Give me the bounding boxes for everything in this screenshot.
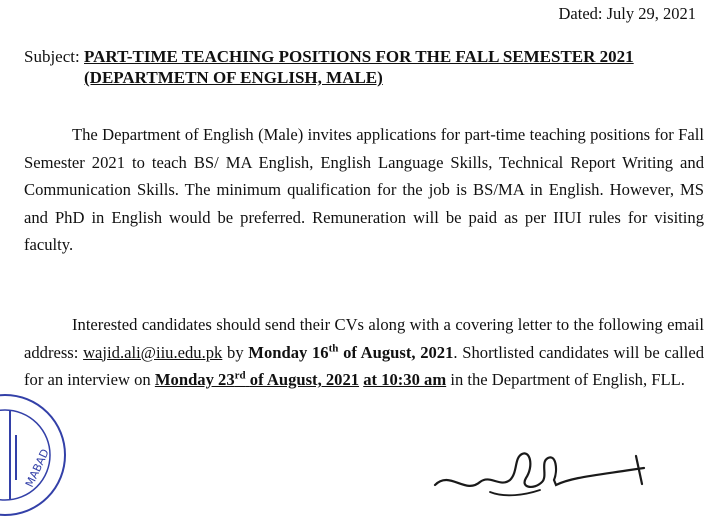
interview-date: Monday 23rd of August, 2021: [154, 369, 360, 389]
signature: [430, 440, 660, 500]
paragraph-application: Interested candidates should send their CVs along with a covering letter to the following email address: wajid.ali@iiu.edu.pk by Monday 16th of August, 2021. Shortlisted candidates will be called for an interview on Monday 23rd of August, 2021 at 10:30 am in the Department of English, FLL.: [24, 315, 705, 389]
shortlist-text: Shortlisted candidates will be called for an interview on: [24, 342, 705, 389]
application-intro: Interested candidates should send their CVs along with a covering letter to the following email address:: [24, 315, 704, 362]
official-stamp: [0, 380, 70, 530]
date-line: Dated: July 29, 2021: [558, 4, 696, 23]
invitation-text: The Department of English (Male) invites applications for part-time teaching positions for Fall Semester 2021 to teach BS/ MA English, English Language Skills, Technical Report Writing and Communication Skills. The minimum qualification for the job is BS/MA in English. However, MS and PhD in English would be preferred. Remuneration will be paid as per IIUI rules for visiting faculty.: [24, 125, 704, 254]
paragraph-invitation: [24, 121, 704, 259]
interview-time: at 10:30 am: [363, 370, 447, 389]
venue-text: in the Department of English, FLL.: [450, 370, 685, 389]
stamp-text: MABAD: [22, 447, 52, 490]
by-word: by: [227, 342, 244, 362]
subject-title: PART-TIME TEACHING POSITIONS FOR THE FALL SEMESTER 2021 (DEPARTMETN OF ENGLISH, MALE): [84, 47, 634, 87]
deadline-date: Monday 16th of August, 2021: [248, 341, 454, 362]
subject-label: Subject:: [24, 47, 80, 66]
email-link[interactable]: wajid.ali@iiu.edu.pk: [83, 342, 223, 362]
